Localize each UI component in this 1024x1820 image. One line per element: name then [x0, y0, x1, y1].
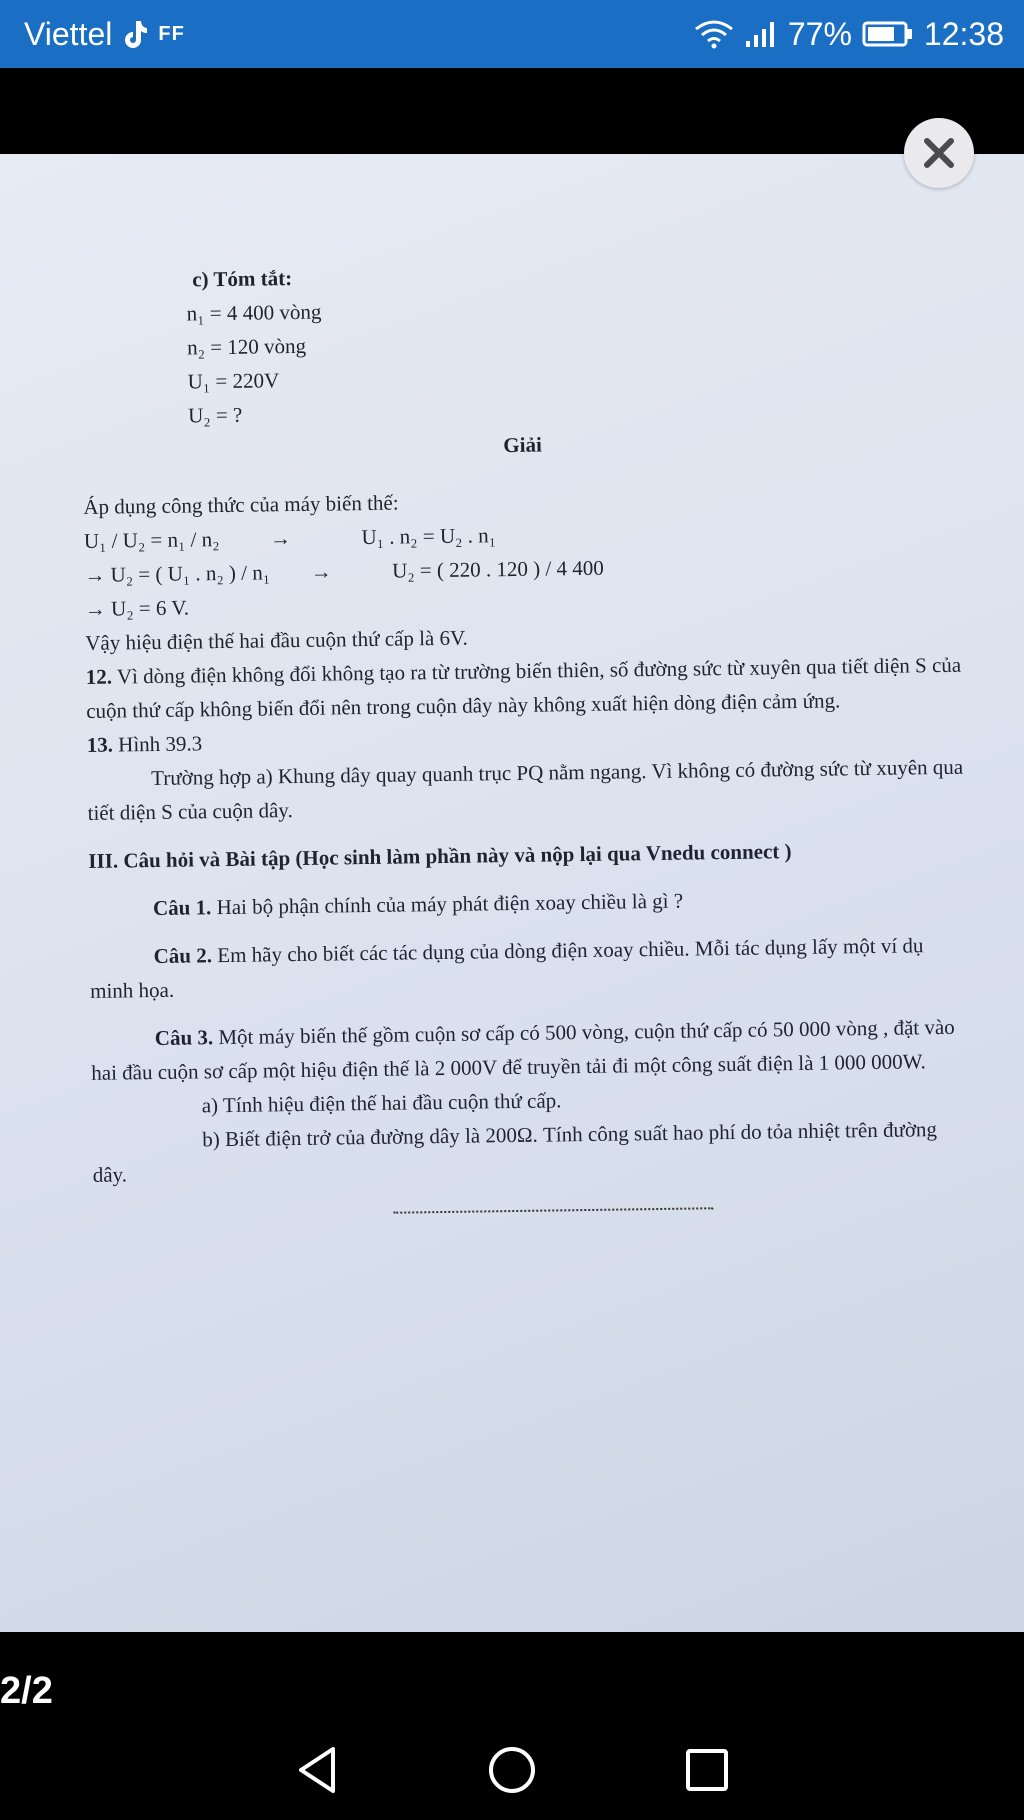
- formula-1a: U₁ / U₂ = n₁ / n₂: [83, 527, 220, 553]
- status-left: [24, 16, 185, 53]
- answer-13-case: Trường hợp a) Khung dây quay quanh trục PQ nằm ngang. Vì không có đường sức từ xuyên qua tiết diện S của cuộn dây.: [87, 754, 964, 825]
- page-indicator: 2/2: [0, 1670, 53, 1712]
- answer-13-number: 13.: [86, 732, 114, 757]
- formula-intro: Áp dụng công thức của máy biến thế:: [83, 490, 399, 519]
- answer-12: [86, 648, 967, 728]
- question-3: [91, 1010, 972, 1090]
- answer-12-text: Vì dòng điện không đổi không tạo ra từ trường biến thiên, số đường sức từ xuyên qua tiết diện S của cuộn thứ cấp không biến đổi nên trong cuộn dây này không xuất hiện dòng điện cảm ứng.: [86, 652, 962, 723]
- tiktok-icon: [122, 19, 148, 49]
- document-page: [80, 252, 973, 1218]
- close-button[interactable]: [904, 118, 974, 188]
- summary-heading: c) Tóm tắt:: [192, 266, 293, 292]
- question-3b: b) Biết điện trở của đường dây là 200Ω. Tính công suất hao phí do tỏa nhiệt trên đường dây.: [92, 1117, 938, 1187]
- battery-percent: 77%: [787, 15, 852, 52]
- question-2-label: Câu 2.: [153, 943, 213, 969]
- wifi-icon: [694, 19, 734, 49]
- status-right: [694, 16, 1004, 53]
- summary-block: [186, 252, 962, 433]
- formula-2c: U₂ = ( 220 . 120 ) / 4 400: [391, 555, 604, 583]
- image-viewer: [0, 68, 1024, 1632]
- answer-12-number: 12.: [85, 664, 113, 689]
- formula-1c: U₁ . n₂ = U₂ . n₁: [361, 523, 497, 550]
- close-icon: [919, 133, 959, 173]
- formula-1-arrow: →: [269, 526, 292, 551]
- document-photo[interactable]: [0, 154, 1024, 1632]
- summary-n1: n₁ = 4 400 vòng: [186, 299, 322, 326]
- dotted-separator: [393, 1205, 713, 1213]
- signal-icon: [744, 19, 778, 49]
- home-icon: [487, 1745, 537, 1795]
- question-3-label: Câu 3.: [154, 1025, 214, 1051]
- summary-u2: U₂ = ?: [187, 402, 243, 428]
- recents-icon: [684, 1747, 730, 1793]
- navigation-bar: [0, 1720, 1024, 1820]
- carrier-name: Viettel: [24, 15, 113, 52]
- clock: 12:38: [923, 15, 1004, 52]
- question-3a: a) Tính hiệu điện thế hai đầu cuộn thứ cấp.: [201, 1088, 562, 1118]
- answer-13-text: Hình 39.3: [112, 731, 203, 757]
- status-bar: [0, 0, 1024, 68]
- section-3-heading: III. Câu hỏi và Bài tập (Học sinh làm phần này và nộp lại qua Vnedu connect ): [88, 839, 792, 873]
- formula-line-3: → U₂ = 6 V.: [84, 595, 190, 621]
- summary-n2: n₂ = 120 vòng: [187, 333, 307, 360]
- battery-icon: [862, 20, 914, 48]
- back-button[interactable]: [287, 1740, 347, 1800]
- summary-u1: U₁ = 220V: [187, 368, 280, 394]
- formula-2-arrow: →: [310, 559, 332, 584]
- question-1-text: Hai bộ phận chính của máy phát điện xoay chiều là gì ?: [211, 888, 684, 920]
- question-2: [89, 928, 970, 1008]
- back-icon: [295, 1745, 339, 1795]
- home-button[interactable]: [482, 1740, 542, 1800]
- question-1-label: Câu 1.: [152, 895, 212, 921]
- solution-heading: Giải: [503, 432, 542, 458]
- ff-indicator: FF: [158, 22, 185, 45]
- formula-2a: → U₂ = ( U₁ . n₂ ) / n₁: [84, 560, 271, 587]
- question-2-text: Em hãy cho biết các tác dụng của dòng điện xoay chiều. Mỗi tác dụng lấy một ví dụ minh họa.: [89, 933, 924, 1003]
- solution-conclusion: Vậy hiệu điện thế hai đầu cuộn thứ cấp là 6V.: [85, 625, 468, 655]
- question-3-text: Một máy biến thế gồm cuộn sơ cấp có 500 vòng, cuộn thứ cấp có 50 000 vòng , đặt vào hai đầu cuộn sơ cấp một hiệu điện thế là 2 000V để truyền tải đi một công suất điện là 1 000 000W.: [91, 1014, 955, 1085]
- recents-button[interactable]: [677, 1740, 737, 1800]
